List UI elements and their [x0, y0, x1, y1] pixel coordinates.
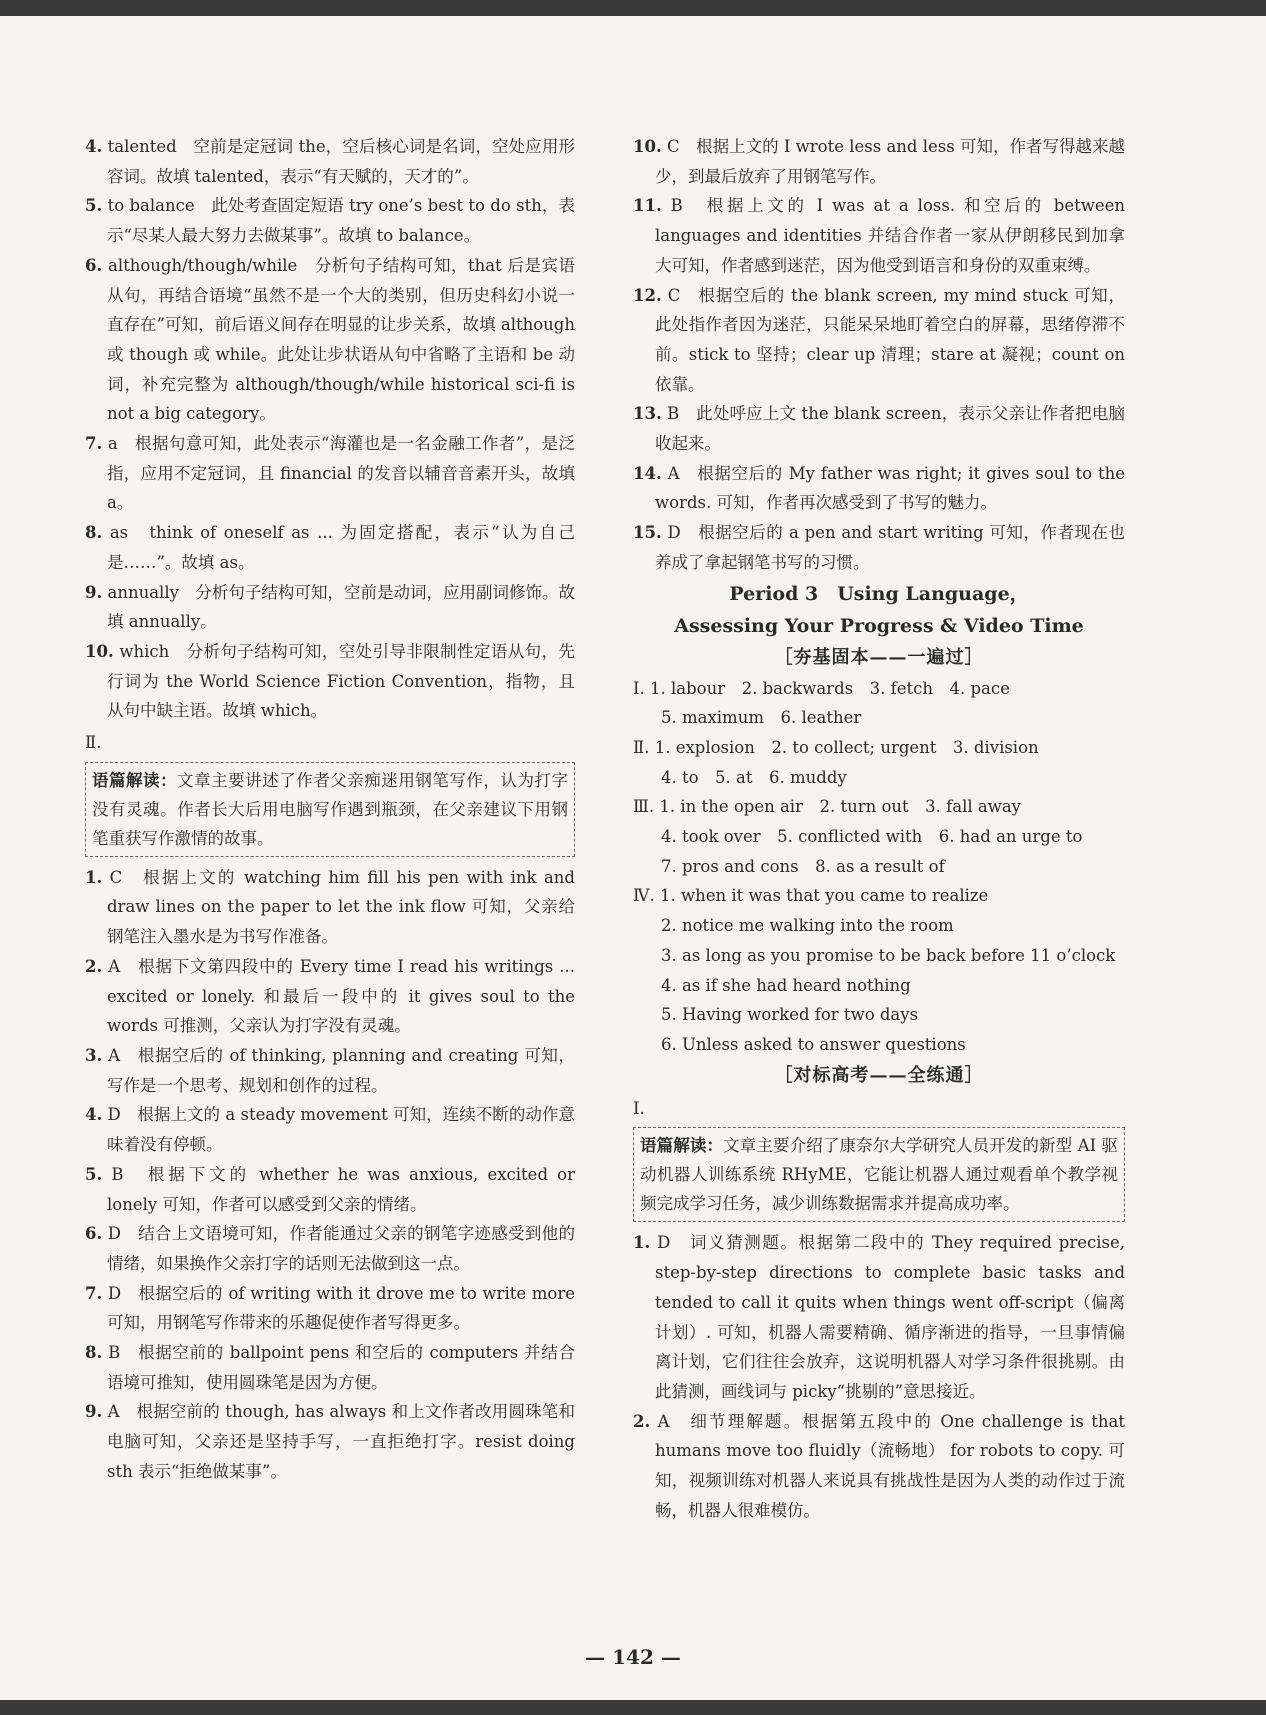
answer-item: 12. C 根据空后的 the blank screen, my mind stuck 可知，此处指作者因为迷茫，只能呆呆地盯着空白的屏幕，思绪停滞不前。stick to 坚持；clear up 清理；stare at 凝视；count on 依靠。 [633, 285, 1125, 394]
answer-item: 1. C 根据上文的 watching him fill his pen with ink and draw lines on the paper to let the ink flow 可知，父亲给钢笔注入墨水是为书写作准备。 [85, 867, 575, 947]
answer-item: 10. C 根据上文的 I wrote less and less 可知，作者写得越来越少，到最后放弃了用钢笔写作。 [633, 137, 1125, 186]
bottom-scan-border [0, 1700, 1266, 1715]
exercise-group-1: Ⅰ. 1. labour 2. backwards 3. fetch 4. pace 5. maximum 6. leather [633, 678, 1010, 728]
reading-summary-label: 语篇解读： [640, 1136, 724, 1156]
exercise-group-2: Ⅱ. 1. explosion 2. to collect; urgent 3. division 4. to 5. at 6. muddy [633, 737, 1039, 787]
answer-item: 9. A 根据空前的 though, has always 和上文作者改用圆珠笔和电脑可知，父亲还是坚持手写，一直拒绝打字。resist doing sth 表示“拒绝做某事”。 [85, 1402, 575, 1481]
exercise-group-4: Ⅳ. 1. when it was that you came to realize 2. notice me walking into the room 3. as long as you promise to be back before 11 o’clock 4. as if she had heard nothing 5. Having worked for two days 6. Unless asked to answer questions [633, 886, 1116, 1054]
answer-item: 8. as think of oneself as ... 为固定搭配，表示“认为自己是……”。故填 as。 [85, 523, 575, 572]
left-column [85, 132, 575, 1487]
answer-item: 14. A 根据空后的 My father was right; it gives soul to the words. 可知，作者再次感受到了书写的魅力。 [633, 463, 1125, 513]
answer-item: 11. B 根据上文的 I was at a loss. 和空后的 between languages and identities 并结合作者一家从伊朗移民到加拿大可知，作者感到迷茫，因为他受到语言和身份的双重束缚。 [633, 196, 1126, 275]
section-roman-numeral: Ⅱ. [85, 733, 102, 753]
answer-item: 13. B 此处呼应上文 the blank screen，表示父亲让作者把电脑收起来。 [633, 404, 1126, 454]
answer-item: 15. D 根据空后的 a pen and start writing 可知，作者现在也养成了拿起钢笔书写的习惯。 [633, 523, 1126, 572]
section-heading-exam: ［对标高考——全练通］ [774, 1064, 984, 1086]
answer-item: 10. which 分析句子结构可知，空处引导非限制性定语从句，先行词为 the World Science Fiction Convention，指物，且从句中缺主语。故填 which。 [85, 641, 575, 721]
period-heading-line1: Period 3 Using Language， [729, 582, 1029, 605]
section-heading-basics: ［夯基固本——一遍过］ [774, 646, 984, 668]
reading-summary-box [85, 762, 575, 857]
right-column [633, 132, 1125, 1525]
answer-item: 2. A 根据下文第四段中的 Every time I read his writings ... excited or lonely. 和最后一段中的 it gives soul to the words 可推测，父亲认为打字没有灵魂。 [85, 956, 575, 1036]
answer-item: 4. D 根据上文的 a steady movement 可知，连续不断的动作意味着没有停顿。 [85, 1105, 575, 1155]
answer-item: 7. D 根据空后的 of writing with it drove me to write more 可知，用钢笔写作带来的乐趣促使作者写得更多。 [85, 1283, 575, 1333]
page-number: — 142 — [585, 1645, 681, 1669]
answer-item: 5. B 根据下文的 whether he was anxious, excited or lonely 可知，作者可以感受到父亲的情绪。 [85, 1164, 576, 1214]
reading-summary-text: 文章主要讲述了作者父亲痴迷用钢笔写作，认为打字没有灵魂。作者长大后用电脑写作遇到瓶颈，在父亲建议下用钢笔重获写作激情的故事。 [92, 770, 569, 848]
reading-summary-text: 文章主要介绍了康奈尔大学研究人员开发的新型 AI 驱动机器人训练系统 RHyME，它能让机器人通过观看单个教学视频完成学习任务，减少训练数据需求并提高成功率。 [640, 1136, 1118, 1214]
answer-item: 8. B 根据空前的 ballpoint pens 和空后的 computers 并结合语境可推知，使用圆珠笔是因为方便。 [85, 1343, 575, 1392]
answer-item: 5. to balance 此处考查固定短语 try one’s best to do sth，表示“尽某人最大努力去做某事”。故填 to balance。 [85, 196, 575, 246]
answer-item: 9. annually 分析句子结构可知，空前是动词，应用副词修饰。故填 annually。 [85, 582, 575, 632]
reading-summary-label: 语篇解读： [92, 770, 178, 790]
answer-item: 1. D 词义猜测题。根据第二段中的 They required precise, step-by-step directions to complete basic tasks and tended to call it quits when things went off-script（偏离计划）. 可知，机器人需要精确、循序渐进的指导，一旦事情偏离计划，它们往往会放弃，这说明机器人对学习条件很挑剔。由此猜测，画线词与 picky“挑剔的”意思接近。 [633, 1233, 1125, 1401]
answer-item: 7. a 根据句意可知，此处表示“海灌也是一名金融工作者”，是泛指，应用不定冠词，且 financial 的发音以辅音音素开头，故填 a。 [85, 434, 575, 513]
period-heading-line2: Assessing Your Progress & Video Time [674, 614, 1084, 637]
answer-item: 4. talented 空前是定冠词 the，空后核心词是名词，空处应用形容词。故填 talented，表示“有天赋的，天才的”。 [85, 137, 575, 186]
exercise-group-3: Ⅲ. 1. in the open air 2. turn out 3. fall away 4. took over 5. conflicted with 6. had an urge to 7. pros and cons 8. as a result of [633, 797, 1083, 876]
top-scan-border [0, 0, 1266, 16]
section-roman-numeral: Ⅰ. [633, 1098, 645, 1118]
answer-item: 6. although/though/while 分析句子结构可知，that 后是宾语从句，再结合语境“虽然不是一个大的类别，但历史科幻小说一直存在”可知，前后语义间存在明显的让步关系，故填 although 或 though 或 while。此处让步状语从句中省略了主语和 be 动词，补充完整为 although/though/while historical sci-fi is not a big category。 [85, 255, 575, 424]
reading-summary-box [633, 1127, 1125, 1222]
answer-item: 6. D 结合上文语境可知，作者能通过父亲的钢笔字迹感受到他的情绪，如果换作父亲打字的话则无法做到这一点。 [85, 1224, 575, 1273]
answer-item: 2. A 细节理解题。根据第五段中的 One challenge is that humans move too fluidly（流畅地） for robots to copy. 可知，视频训练对机器人来说具有挑战性是因为人类的动作过于流畅，机器人很难模仿。 [633, 1411, 1126, 1520]
answer-item: 3. A 根据空后的 of thinking, planning and creating 可知，写作是一个思考、规划和创作的过程。 [85, 1045, 576, 1095]
